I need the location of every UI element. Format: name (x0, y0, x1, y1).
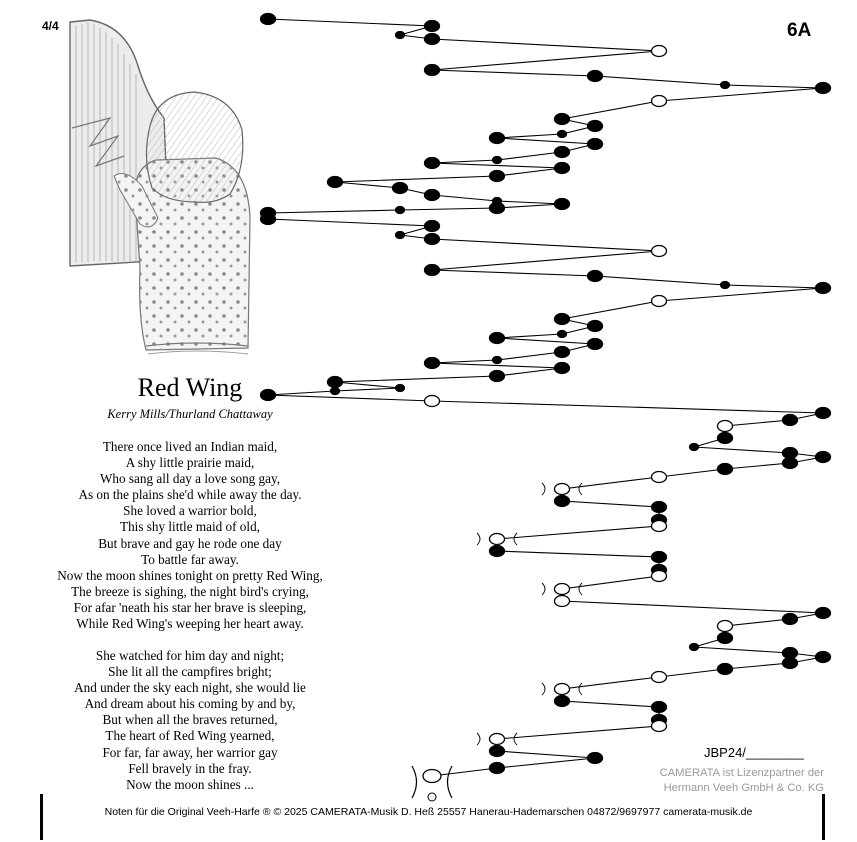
quarter-note (425, 234, 440, 245)
quarter-note (425, 358, 440, 369)
note-bracket (542, 683, 545, 695)
lyric-line: Who sang all day a love song gay, (99, 471, 281, 487)
eighth-note (558, 331, 567, 338)
quarter-note (718, 664, 733, 675)
eighth-note (690, 444, 699, 451)
quarter-note (718, 464, 733, 475)
lyric-line: As on the plains she'd while away the day. (78, 487, 302, 503)
half-note (555, 684, 570, 695)
lyric-line: But brave and gay he rode one day (98, 535, 282, 551)
quarter-note (588, 271, 603, 282)
lyric-line: The breeze is sighing, the night bird's crying, (71, 583, 309, 599)
note-bracket (514, 733, 517, 745)
quarter-note (490, 546, 505, 557)
quarter-note (783, 658, 798, 669)
quarter-note (555, 163, 570, 174)
eighth-note (493, 357, 502, 364)
quarter-note (816, 608, 831, 619)
lyric-line: She watched for him day and night; (95, 648, 285, 663)
note-bracket (542, 583, 545, 595)
lyric-line: She lit all the campfires bright; (108, 664, 272, 680)
quarter-note (555, 696, 570, 707)
lyric-line: A shy little prairie maid, (125, 455, 255, 471)
lyric-line: And under the sky each night, she would lie (74, 680, 306, 696)
half-note (425, 396, 440, 407)
quarter-note (718, 433, 733, 444)
license-line: CAMERATA ist Lizenzpartner der (659, 767, 824, 779)
sheet-number: 6A (787, 20, 812, 41)
quarter-note (425, 34, 440, 45)
quarter-note (555, 314, 570, 325)
lyric-line: And dream about his coming by and by, (84, 696, 296, 712)
note-bracket (579, 683, 582, 695)
note-bracket (514, 533, 517, 545)
quarter-note (328, 377, 343, 388)
eighth-note (558, 131, 567, 138)
lyric-line: While Red Wing's weeping her heart away. (76, 616, 304, 632)
quarter-note (555, 114, 570, 125)
quarter-note (328, 177, 343, 188)
quarter-note (490, 171, 505, 182)
time-signature: 4/4 (42, 19, 59, 33)
half-note (718, 421, 733, 432)
half-note (490, 534, 505, 545)
quarter-note (588, 139, 603, 150)
note-bracket (542, 483, 545, 495)
quarter-note (555, 496, 570, 507)
quarter-note (783, 415, 798, 426)
lyric-line: For far, far away, her warrior gay (102, 744, 278, 760)
quarter-note (816, 283, 831, 294)
lyric-line: For afar 'neath his star her brave is sleeping, (73, 599, 307, 615)
quarter-note (588, 121, 603, 132)
lyric-line: Now the moon shines ... (126, 776, 254, 792)
left-margin-bar (40, 794, 43, 840)
lyric-line: Fell bravely in the fray. (128, 760, 252, 776)
license-notice (600, 766, 824, 796)
half-note (652, 672, 667, 683)
half-note (555, 484, 570, 495)
eighth-note (721, 282, 730, 289)
half-note (718, 621, 733, 632)
quarter-note (652, 552, 667, 563)
right-margin-bar (822, 794, 825, 840)
quarter-note (816, 83, 831, 94)
quarter-note (490, 371, 505, 382)
half-note (490, 734, 505, 745)
eighth-note (721, 82, 730, 89)
eighth-note (396, 207, 405, 214)
eighth-note (331, 388, 340, 395)
footer-copyright: Noten für die Original Veeh-Harfe ® © 2025 CAMERATA-Musik D. Heß 25557 Hanerau-Hademarschen 04872/9697977 camerata-musik.de (104, 806, 753, 818)
half-note (555, 596, 570, 607)
half-note (652, 296, 667, 307)
quarter-note (425, 158, 440, 169)
whole-note (423, 770, 441, 783)
quarter-note (555, 363, 570, 374)
quarter-note (425, 65, 440, 76)
half-note (652, 46, 667, 57)
quarter-note (393, 183, 408, 194)
note-bracket (477, 733, 480, 745)
quarter-note (490, 203, 505, 214)
quarter-note (783, 458, 798, 469)
quarter-note (652, 502, 667, 513)
song-composers: Kerry Mills/Thurland Chattaway (107, 407, 273, 421)
half-note (652, 521, 667, 532)
lyric-line: She loved a warrior bold, (123, 503, 257, 519)
quarter-note (588, 339, 603, 350)
note-bracket (579, 583, 582, 595)
quarter-note (555, 199, 570, 210)
quarter-note (555, 147, 570, 158)
quarter-note (588, 71, 603, 82)
half-note (652, 472, 667, 483)
note-bracket (579, 483, 582, 495)
quarter-note (261, 14, 276, 25)
quarter-note (490, 746, 505, 757)
quarter-note (490, 763, 505, 774)
eighth-note (493, 157, 502, 164)
half-note (555, 584, 570, 595)
quarter-note (425, 265, 440, 276)
quarter-note (261, 214, 276, 225)
lyric-line: But when all the braves returned, (102, 712, 278, 728)
eighth-note (396, 32, 405, 39)
note-bracket (477, 533, 480, 545)
note-bracket (412, 766, 417, 798)
half-note (652, 571, 667, 582)
quarter-note (816, 452, 831, 463)
quarter-note (490, 333, 505, 344)
quarter-note (425, 221, 440, 232)
note-path-line (268, 19, 823, 776)
lyric-line: This shy little maid of old, (120, 519, 260, 535)
quarter-note (588, 753, 603, 764)
lyric-line: There once lived an Indian maid, (102, 439, 278, 454)
end-note (428, 793, 436, 801)
lyric-line: To battle far away. (141, 551, 239, 567)
quarter-note (652, 702, 667, 713)
quarter-note (555, 347, 570, 358)
quarter-note (261, 390, 276, 401)
order-code: JBP24/________ (704, 745, 804, 760)
note-bracket (448, 766, 453, 798)
eighth-note (396, 385, 405, 392)
song-title: Red Wing (137, 373, 243, 402)
half-note (652, 721, 667, 732)
half-note (652, 96, 667, 107)
eighth-note (396, 232, 405, 239)
lyric-line: Now the moon shines tonight on pretty Red Wing, (57, 567, 323, 583)
license-line: Hermann Veeh GmbH & Co. KG (663, 782, 824, 794)
quarter-note (425, 190, 440, 201)
eighth-note (690, 644, 699, 651)
quarter-note (490, 133, 505, 144)
half-note (652, 246, 667, 257)
quarter-note (816, 652, 831, 663)
quarter-note (718, 633, 733, 644)
quarter-note (425, 21, 440, 32)
quarter-note (783, 614, 798, 625)
lyric-line: The heart of Red Wing yearned, (105, 728, 275, 744)
quarter-note (816, 408, 831, 419)
quarter-note (588, 321, 603, 332)
